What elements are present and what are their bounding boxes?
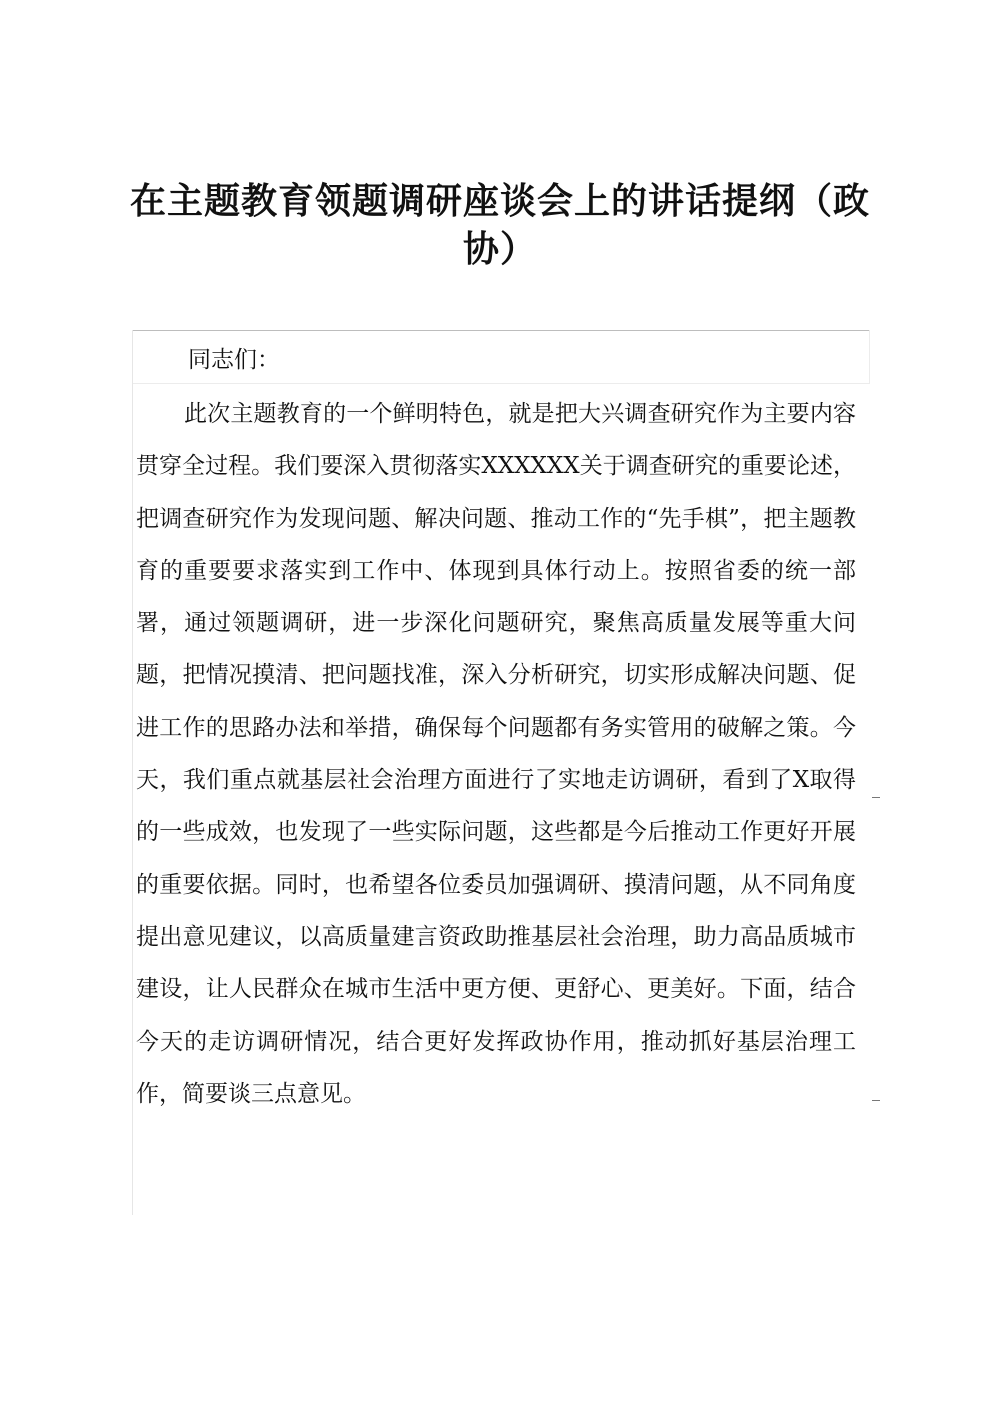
- divider-line: [132, 330, 870, 331]
- line-end-mark: [872, 797, 880, 798]
- left-margin-line: [132, 330, 133, 1215]
- document-title: 在主题教育领题调研座谈会上的讲话提纲（政协）: [129, 181, 870, 270]
- line-end-mark: [872, 1100, 880, 1101]
- body-paragraph: 此次主题教育的一个鲜明特色，就是把大兴调查研究作为主要内容贯穿全过程。我们要深入贯彻落实XXXXXX关于调查研究的重要论述，把调查研究作为发现问题、解决问题、推动工作的“先手棋”，把主题教育的重要要求落实到工作中、体现到具体行动上。按照省委的统一部署，通过领题调研，进一步深化问题研究，聚焦高质量发展等重大问题，把情况摸清、把问题找准，深入分析研究，切实形成解决问题、促进工作的思路办法和举措，确保每个问题都有务实管用的破解之策。今天，我们重点就基层社会治理方面进行了实地走访调研，看到了X取得的一些成效，也发现了一些实际问题，这些都是今后推动工作更好开展的重要依据。同时，也希望各位委员加强调研、摸清问题，从不同角度提出意见建议，以高质量建言资政助推基层社会治理，助力高品质城市建设，让人民群众在城市生活中更方便、更舒心、更美好。下面，结合今天的走访调研情况，结合更好发挥政协作用，推动抓好基层治理工作，简要谈三点意见。: [136, 401, 856, 1107]
- salutation: 同志们：: [188, 347, 280, 373]
- divider-line-light: [132, 383, 870, 384]
- right-margin-line: [869, 330, 870, 384]
